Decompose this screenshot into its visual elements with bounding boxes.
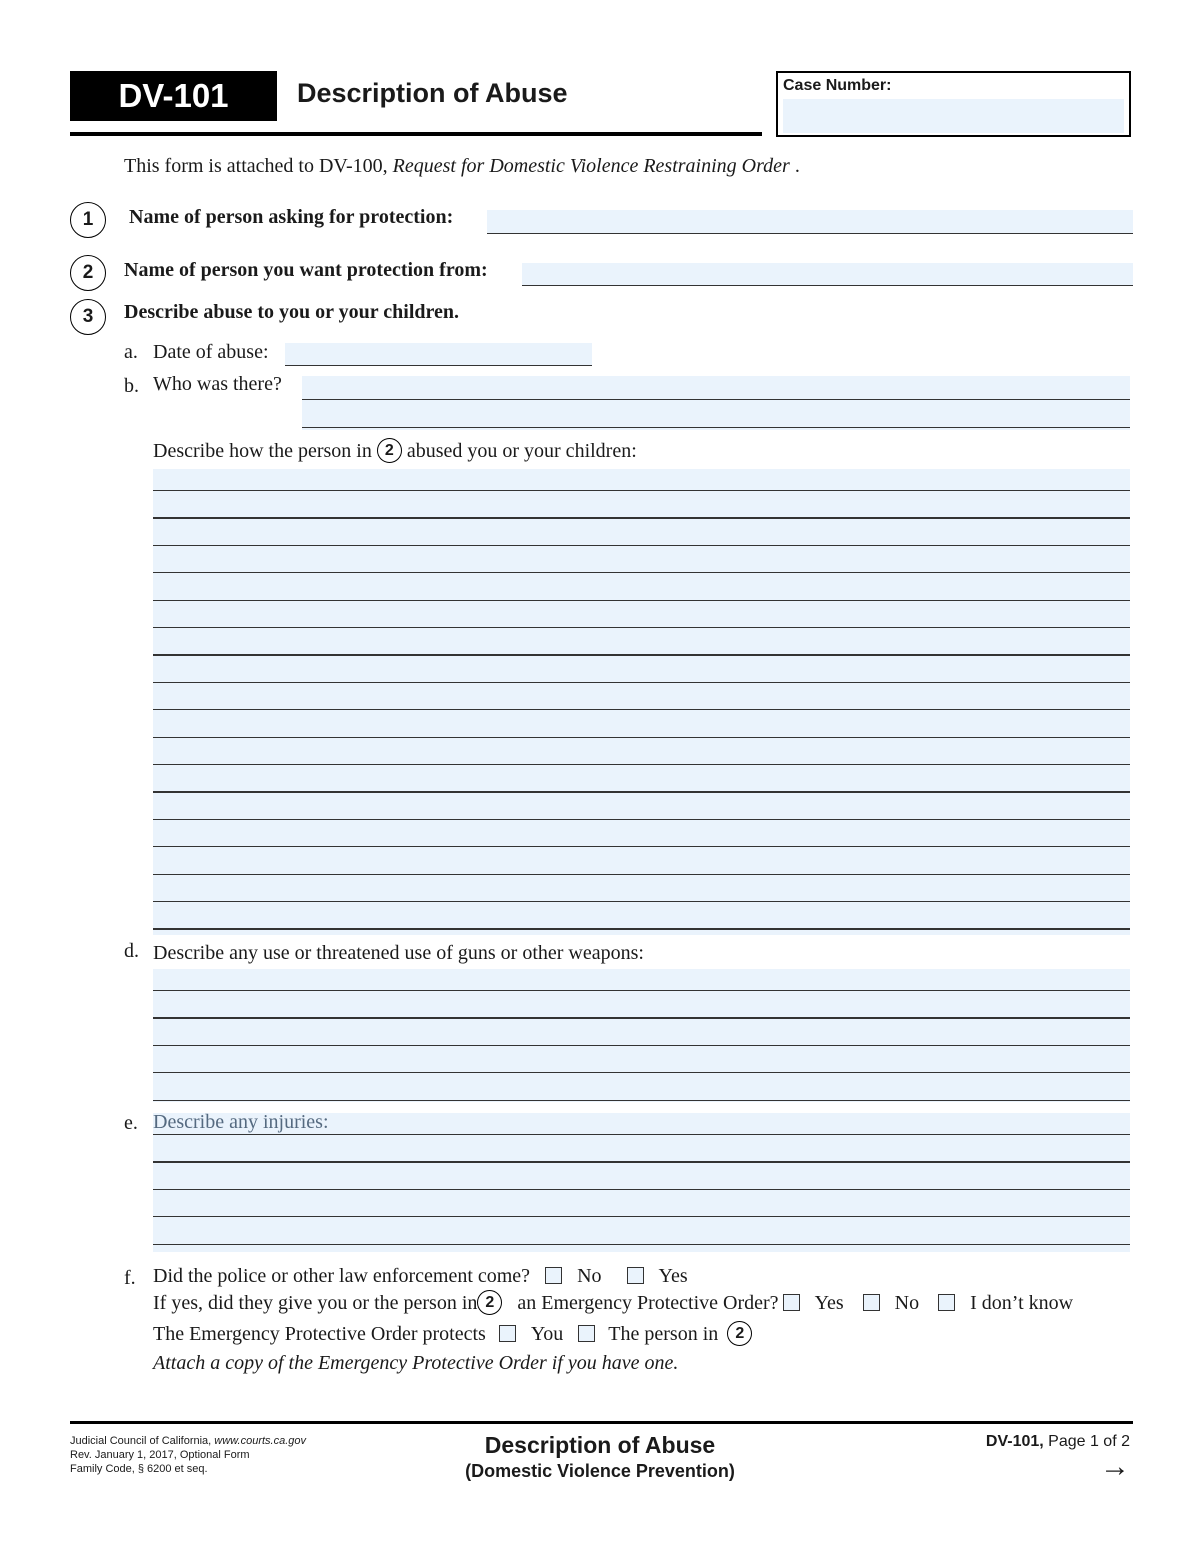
item-3a-letter: a. <box>124 341 138 363</box>
writing-line <box>153 737 1130 738</box>
item-2-number <box>70 255 106 291</box>
item-2-number-text: 2 <box>82 262 94 283</box>
item-3d-letter: d. <box>124 940 139 962</box>
weapons-textarea[interactable] <box>153 969 1130 1102</box>
epo-protects-label: The Emergency Protective Order protects <box>153 1323 486 1346</box>
describe-abuse-textarea[interactable] <box>153 469 1130 935</box>
date-of-abuse-label: Date of abuse: <box>153 341 269 363</box>
epo-protects-person-checkbox[interactable] <box>578 1325 595 1342</box>
attach-note: Attach a copy of the Emergency Protective Order if you have one. <box>153 1352 679 1374</box>
epo-protects-you-checkbox[interactable] <box>499 1325 516 1342</box>
who-was-there-line <box>302 399 1130 400</box>
footer-url: www.courts.ca.gov <box>214 1435 306 1447</box>
describe-abuse-suffix: abused you or your children: <box>406 440 637 463</box>
writing-line <box>153 627 1130 628</box>
protected-person-name-input[interactable] <box>487 210 1133 234</box>
who-was-there-input[interactable] <box>302 376 1130 430</box>
footer-form-id: DV-101, <box>985 1433 1044 1450</box>
epo-question-row <box>153 1292 1073 1317</box>
describe-abuse-label <box>153 440 637 465</box>
epo-no-checkbox[interactable] <box>863 1294 880 1311</box>
writing-line <box>153 654 1130 655</box>
writing-line <box>153 990 1130 991</box>
police-yes-checkbox[interactable] <box>627 1267 644 1284</box>
epo-protects-person-label: The person in <box>608 1323 719 1346</box>
item-3b-letter: b. <box>124 375 139 397</box>
epo-yes-label: Yes <box>814 1292 844 1315</box>
who-was-there-label: Who was there? <box>153 373 282 395</box>
writing-line <box>153 1244 1130 1245</box>
footer-divider <box>70 1421 1133 1424</box>
writing-line <box>153 846 1130 847</box>
writing-line <box>153 819 1130 820</box>
form-id: DV-101 <box>118 77 229 114</box>
writing-line <box>153 600 1130 601</box>
who-was-there-line <box>302 427 1130 428</box>
writing-line <box>153 1045 1130 1046</box>
epo-dont-know-label: I don’t know <box>970 1292 1074 1315</box>
next-page-arrow-icon: → <box>1100 1450 1130 1483</box>
item-2-label: Name of person you want protection from: <box>124 259 488 281</box>
case-number-box <box>776 71 1131 137</box>
writing-line <box>153 1017 1130 1018</box>
writing-line <box>153 517 1130 518</box>
epo-dont-know-checkbox[interactable] <box>938 1294 955 1311</box>
writing-line <box>153 1072 1130 1073</box>
writing-line <box>153 572 1130 573</box>
injuries-label: Describe any injuries: <box>153 1111 329 1133</box>
writing-line <box>153 928 1130 929</box>
writing-line <box>153 874 1130 875</box>
describe-abuse-prefix: Describe how the person in <box>153 440 372 463</box>
case-number-input[interactable] <box>783 99 1124 133</box>
intro-suffix: . <box>789 155 800 177</box>
writing-line <box>153 791 1130 792</box>
writing-line <box>153 709 1130 710</box>
epo-protects-you-label: You <box>530 1323 564 1346</box>
footer-title-block <box>400 1432 800 1482</box>
police-question: Did the police or other law enforcement come? <box>153 1265 531 1287</box>
restrained-person-name-input[interactable] <box>522 263 1133 286</box>
weapons-label: Describe any use or threatened use of guns or other weapons: <box>153 942 644 964</box>
footer-subtitle: (Domestic Violence Prevention) <box>465 1461 735 1481</box>
form-title: Description of Abuse <box>297 78 568 108</box>
police-no-checkbox[interactable] <box>545 1267 562 1284</box>
epo-question-prefix: If yes, did they give you or the person in <box>153 1292 478 1315</box>
item-3-number <box>70 299 106 335</box>
date-of-abuse-input[interactable] <box>285 343 592 366</box>
writing-line <box>153 901 1130 902</box>
item-3-label: Describe abuse to you or your children. <box>124 301 460 323</box>
epo-question-suffix: an Emergency Protective Order? <box>517 1292 779 1315</box>
footer-line-1 <box>70 1434 306 1448</box>
footer-line-3: Family Code, § 6200 et seq. <box>70 1463 208 1475</box>
police-question-row <box>153 1265 688 1288</box>
item-1-label: Name of person asking for protection: <box>129 206 454 228</box>
item-2-reference: 2 <box>477 1290 502 1315</box>
writing-line <box>153 764 1130 765</box>
writing-line <box>153 682 1130 683</box>
writing-line <box>153 490 1130 491</box>
police-yes-label: Yes <box>658 1265 688 1287</box>
footer-page-number: Page 1 of 2 <box>1043 1433 1130 1450</box>
footer-council: Judicial Council of California, <box>70 1435 215 1447</box>
intro-text <box>124 155 800 178</box>
epo-no-label: No <box>894 1292 920 1315</box>
epo-yes-checkbox[interactable] <box>783 1294 800 1311</box>
intro-form-name: Request for Domestic Violence Restraining Order <box>392 155 790 177</box>
case-number-label: Case Number: <box>783 77 892 94</box>
header-divider <box>70 132 762 136</box>
footer-citation <box>70 1434 306 1476</box>
footer-title: Description of Abuse <box>484 1432 716 1458</box>
item-3e-letter: e. <box>124 1112 138 1134</box>
item-2-reference: 2 <box>727 1321 752 1346</box>
epo-protects-row <box>153 1323 752 1348</box>
writing-line <box>153 1100 1130 1101</box>
footer-page-info <box>986 1433 1130 1481</box>
intro-prefix: This form is attached to DV-100, <box>124 155 393 177</box>
writing-line <box>153 545 1130 546</box>
police-no-label: No <box>577 1265 602 1287</box>
writing-line <box>153 1134 1130 1135</box>
footer-line-2: Rev. January 1, 2017, Optional Form <box>70 1449 250 1461</box>
item-3f-letter: f. <box>124 1267 136 1289</box>
writing-line <box>153 1216 1130 1217</box>
item-1-number <box>70 202 106 238</box>
item-2-reference: 2 <box>377 438 402 463</box>
item-3-number-text: 3 <box>82 306 94 327</box>
writing-line <box>153 1161 1130 1162</box>
form-id-badge <box>70 71 277 121</box>
writing-line <box>153 1189 1130 1190</box>
item-1-number-text: 1 <box>82 209 94 230</box>
